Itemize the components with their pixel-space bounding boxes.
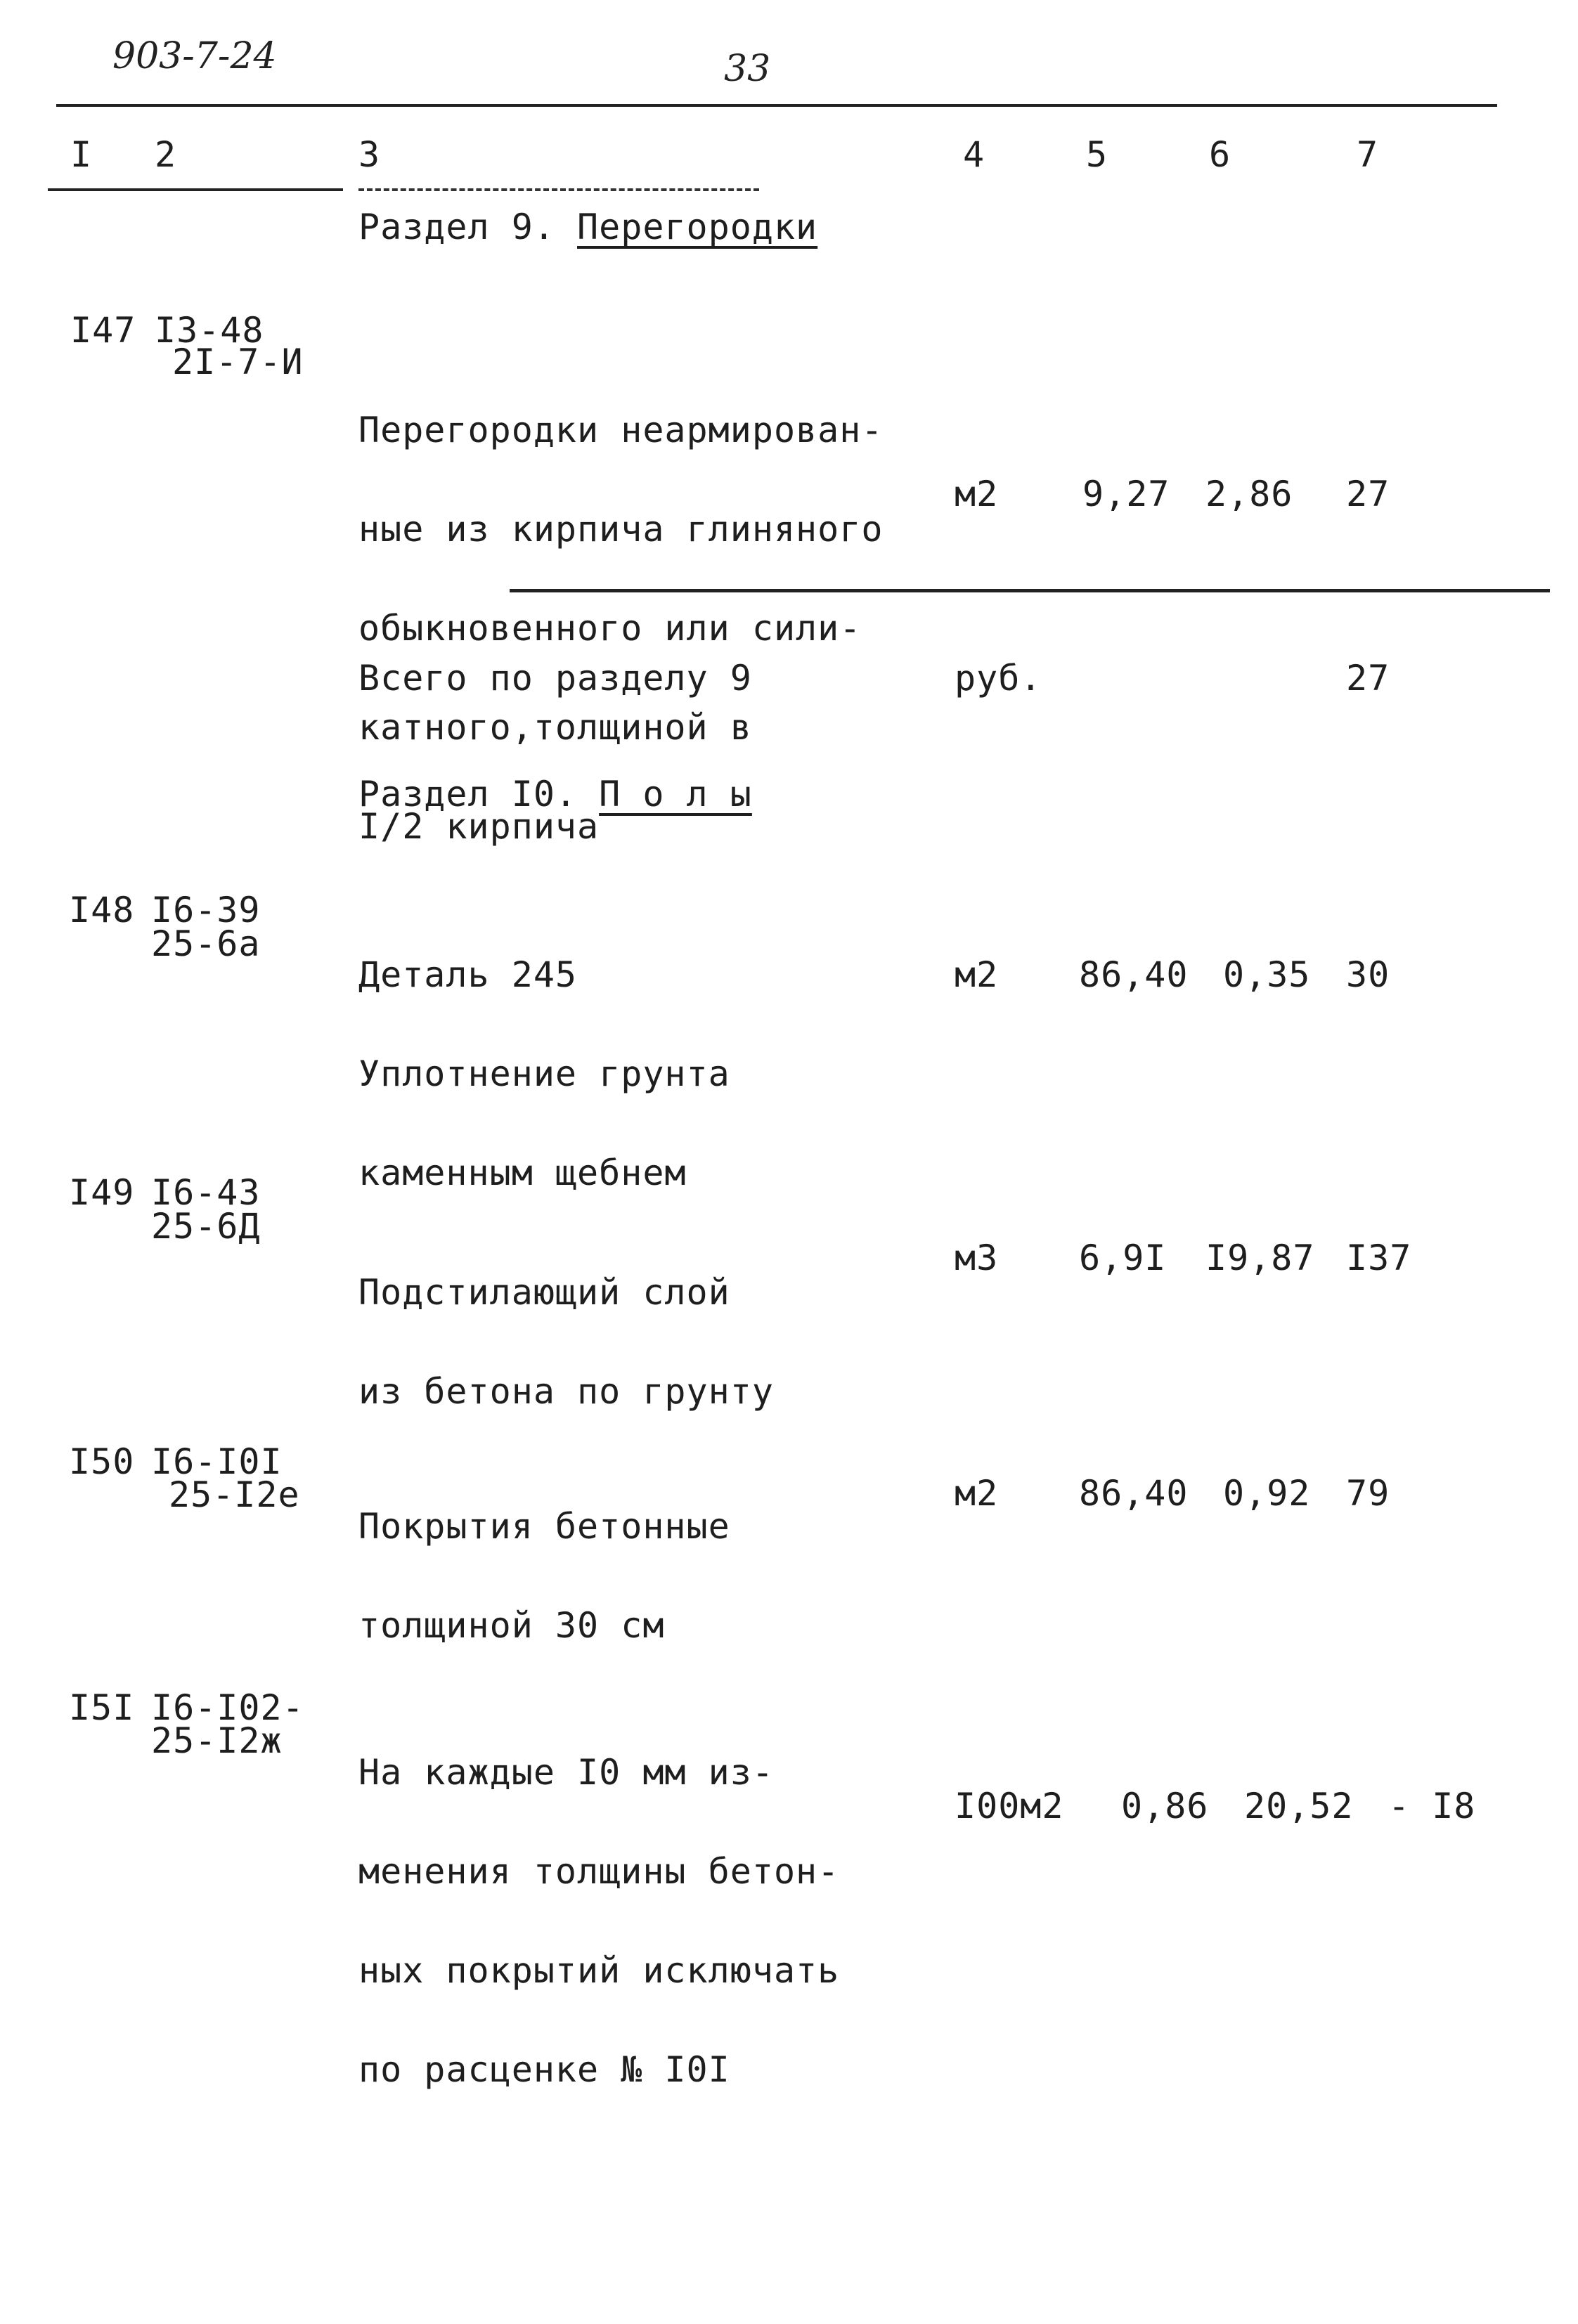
row-price: 0,35 (1223, 954, 1311, 995)
row-quantity: 9,27 (1082, 474, 1170, 514)
section-name: Перегородки (577, 207, 818, 247)
header-rule (56, 104, 1497, 107)
subtotal-total: 27 (1346, 658, 1390, 699)
row-code: I3-48 (155, 310, 264, 351)
row-number: I5I (69, 1687, 135, 1728)
row-quantity: 86,40 (1079, 954, 1189, 995)
description-line: катного,толщиной в (358, 707, 752, 748)
row-price: 0,92 (1223, 1473, 1311, 1514)
section-title (358, 774, 752, 814)
section-prefix: Раздел I0. (358, 774, 600, 814)
row-number: I48 (69, 890, 135, 930)
row-code: I6-39 (151, 890, 261, 930)
column-header-5: 5 (1086, 134, 1108, 175)
section-name: П о л ы (599, 774, 752, 814)
row-description (358, 1210, 774, 1441)
description-line: Деталь 245 (358, 954, 578, 995)
row-price: I9,87 (1205, 1238, 1315, 1278)
description-line: Покрытия бетонные (358, 1506, 730, 1547)
row-total: 79 (1346, 1473, 1390, 1514)
description-line: по расценке № I0I (358, 2049, 730, 2090)
row-description (358, 892, 730, 1223)
page-number: 33 (724, 48, 771, 90)
row-code: 25-6Д (151, 1206, 261, 1247)
description-line: каменным щебнем (358, 1153, 687, 1193)
description-line: толщиной 30 см (358, 1605, 665, 1646)
description-line: Подстилающий слой (358, 1272, 730, 1313)
row-code: 2I-7-И (172, 342, 304, 382)
row-quantity: 6,9I (1079, 1238, 1167, 1278)
row-unit: I00м2 (955, 1786, 1064, 1826)
row-total: 30 (1346, 954, 1390, 995)
row-code: I6-I02- (151, 1687, 304, 1728)
row-code: I6-I0I (151, 1441, 283, 1482)
description-line: Перегородки неармирован- (358, 410, 884, 450)
column-header-7: 7 (1357, 134, 1379, 175)
row-code: 25-I2е (169, 1474, 300, 1515)
row-unit: м3 (955, 1238, 999, 1278)
description-line: Уплотнение грунта (358, 1053, 730, 1094)
row-price: 2,86 (1205, 474, 1293, 514)
subtotal-label: Всего по разделу 9 (358, 658, 752, 699)
row-total: - I8 (1388, 1786, 1476, 1826)
subtotal-rule (510, 589, 1550, 592)
description-line: обыкновенного или сили- (358, 608, 862, 649)
row-quantity: 86,40 (1079, 1473, 1189, 1514)
column-header-2: 2 (155, 134, 177, 175)
subtotal-unit: руб. (955, 658, 1042, 699)
row-code: 25-I2ж (151, 1720, 283, 1761)
row-unit: м2 (955, 954, 999, 995)
description-line: менения толщины бетон- (358, 1851, 840, 1892)
column-header-1: I (70, 134, 93, 175)
column-header-6: 6 (1209, 134, 1231, 175)
row-number: I49 (69, 1172, 135, 1213)
row-number: I47 (70, 310, 136, 351)
row-description (358, 1444, 730, 1675)
row-unit: м2 (955, 474, 999, 514)
column-header-4: 4 (963, 134, 985, 175)
row-price: 20,52 (1244, 1786, 1354, 1826)
header-underline (48, 188, 343, 191)
description-line: из бетона по грунту (358, 1371, 774, 1412)
row-code: 25-6а (151, 923, 261, 964)
row-code: I6-43 (151, 1172, 261, 1213)
document-code: 903-7-24 (112, 35, 277, 77)
description-line: ные из кирпича глиняного (358, 509, 884, 550)
row-unit: м2 (955, 1473, 999, 1514)
row-number: I50 (69, 1441, 135, 1482)
row-total: I37 (1346, 1238, 1412, 1278)
row-quantity: 0,86 (1121, 1786, 1209, 1826)
section-prefix: Раздел 9. (358, 207, 578, 247)
description-line: На каждые I0 мм из- (358, 1752, 774, 1793)
header-underline-dashed (358, 188, 759, 191)
row-total: 27 (1346, 474, 1390, 514)
description-line: I/2 кирпича (358, 806, 600, 847)
section-title (358, 209, 817, 245)
row-description (358, 1690, 839, 2119)
description-line: ных покрытий исключать (358, 1950, 840, 1991)
column-header-3: 3 (358, 134, 381, 175)
